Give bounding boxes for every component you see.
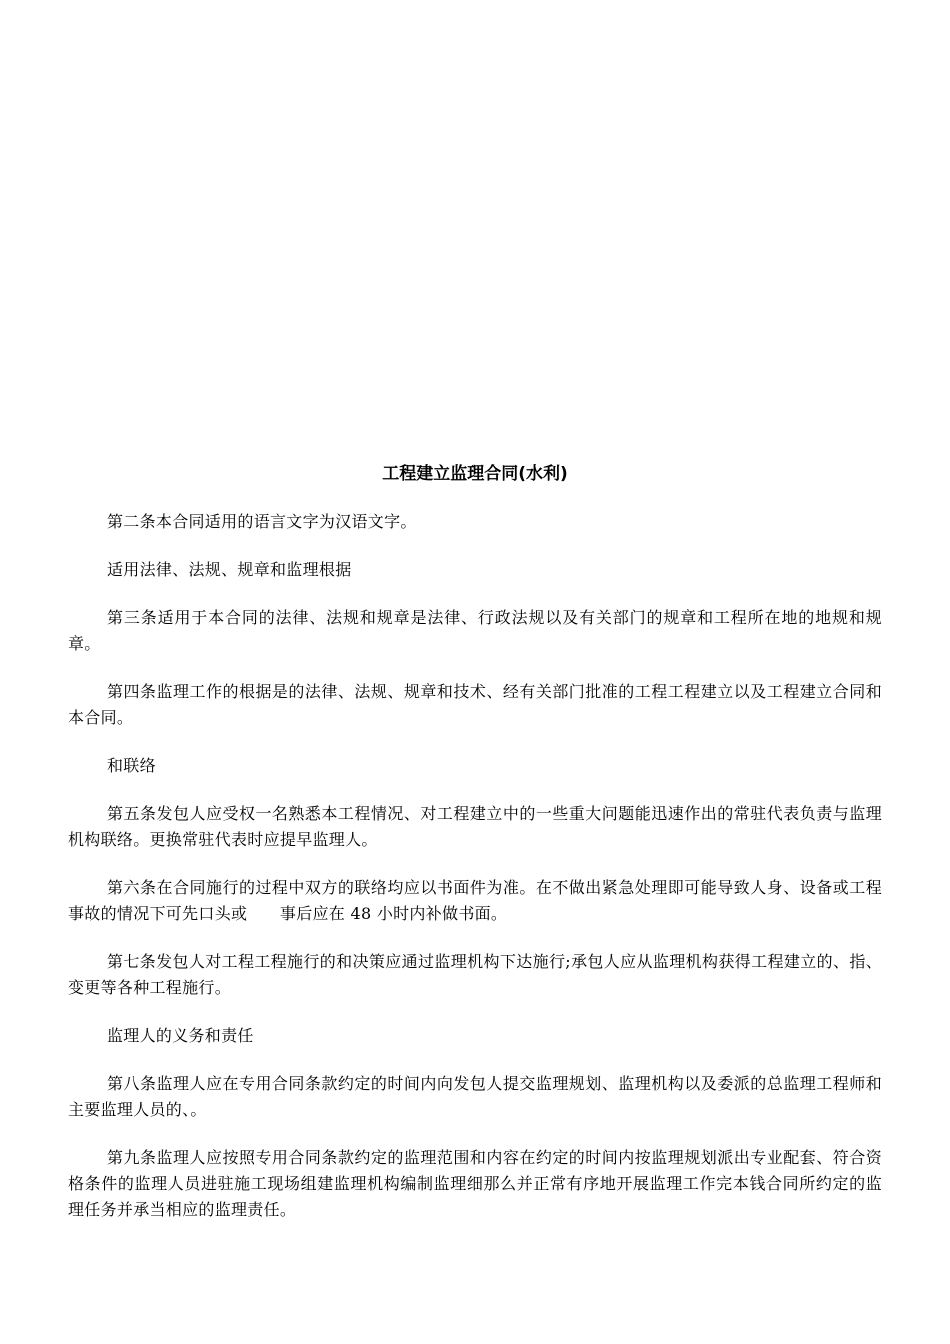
section-heading-liaison: 和联络: [107, 756, 156, 775]
article-2-paragraph: 第二条本合同适用的语言文字为汉语文字。: [107, 512, 417, 531]
article-9-paragraph: 第九条监理人应按照专用合同条款约定的监理范围和内容在约定的时间内按监理规划派出专业配套、符合资格条件的监理人员进驻施工现场组建监理机构编制监理细那么并正常有序地开展监理工作完本钱合同所约定的监理任务并承当相应的监理责任。: [68, 1148, 882, 1219]
article-8-paragraph: 第八条监理人应在专用合同条款约定的时间内向发包人提交监理规划、监理机构以及委派的总监理工程师和主要监理人员的、。: [68, 1074, 882, 1119]
section-heading-applicable-law: 适用法律、法规、规章和监理根据: [107, 560, 352, 579]
document-body: [68, 509, 882, 1245]
article-5-paragraph: 第五条发包人应受权一名熟悉本工程情况、对工程建立中的一些重大问题能迅速作出的常驻代表负责与监理机构联络。更换常驻代表时应提早监理人。: [68, 804, 882, 849]
article-7-paragraph: 第七条发包人对工程工程施行的和决策应通过监理机构下达施行;承包人应从监理机构获得工程建立的、指、变更等各种工程施行。: [68, 952, 882, 997]
article-6-paragraph: 第六条在合同施行的过程中双方的联络均应以书面件为准。在不做出紧急处理即可能导致人身、设备或工程事故的情况下可先口头或 事后应在 48 小时内补做书面。: [68, 878, 882, 923]
section-heading-supervisor-duties: 监理人的义务和责任: [107, 1026, 254, 1045]
article-3-paragraph: 第三条适用于本合同的法律、法规和规章是法律、行政法规以及有关部门的规章和工程所在地的地规和规章。: [68, 608, 882, 653]
document-title: 工程建立监理合同(水利): [382, 464, 568, 484]
article-4-paragraph: 第四条监理工作的根据是的法律、法规、规章和技术、经有关部门批准的工程工程建立以及工程建立合同和本合同。: [68, 682, 882, 727]
